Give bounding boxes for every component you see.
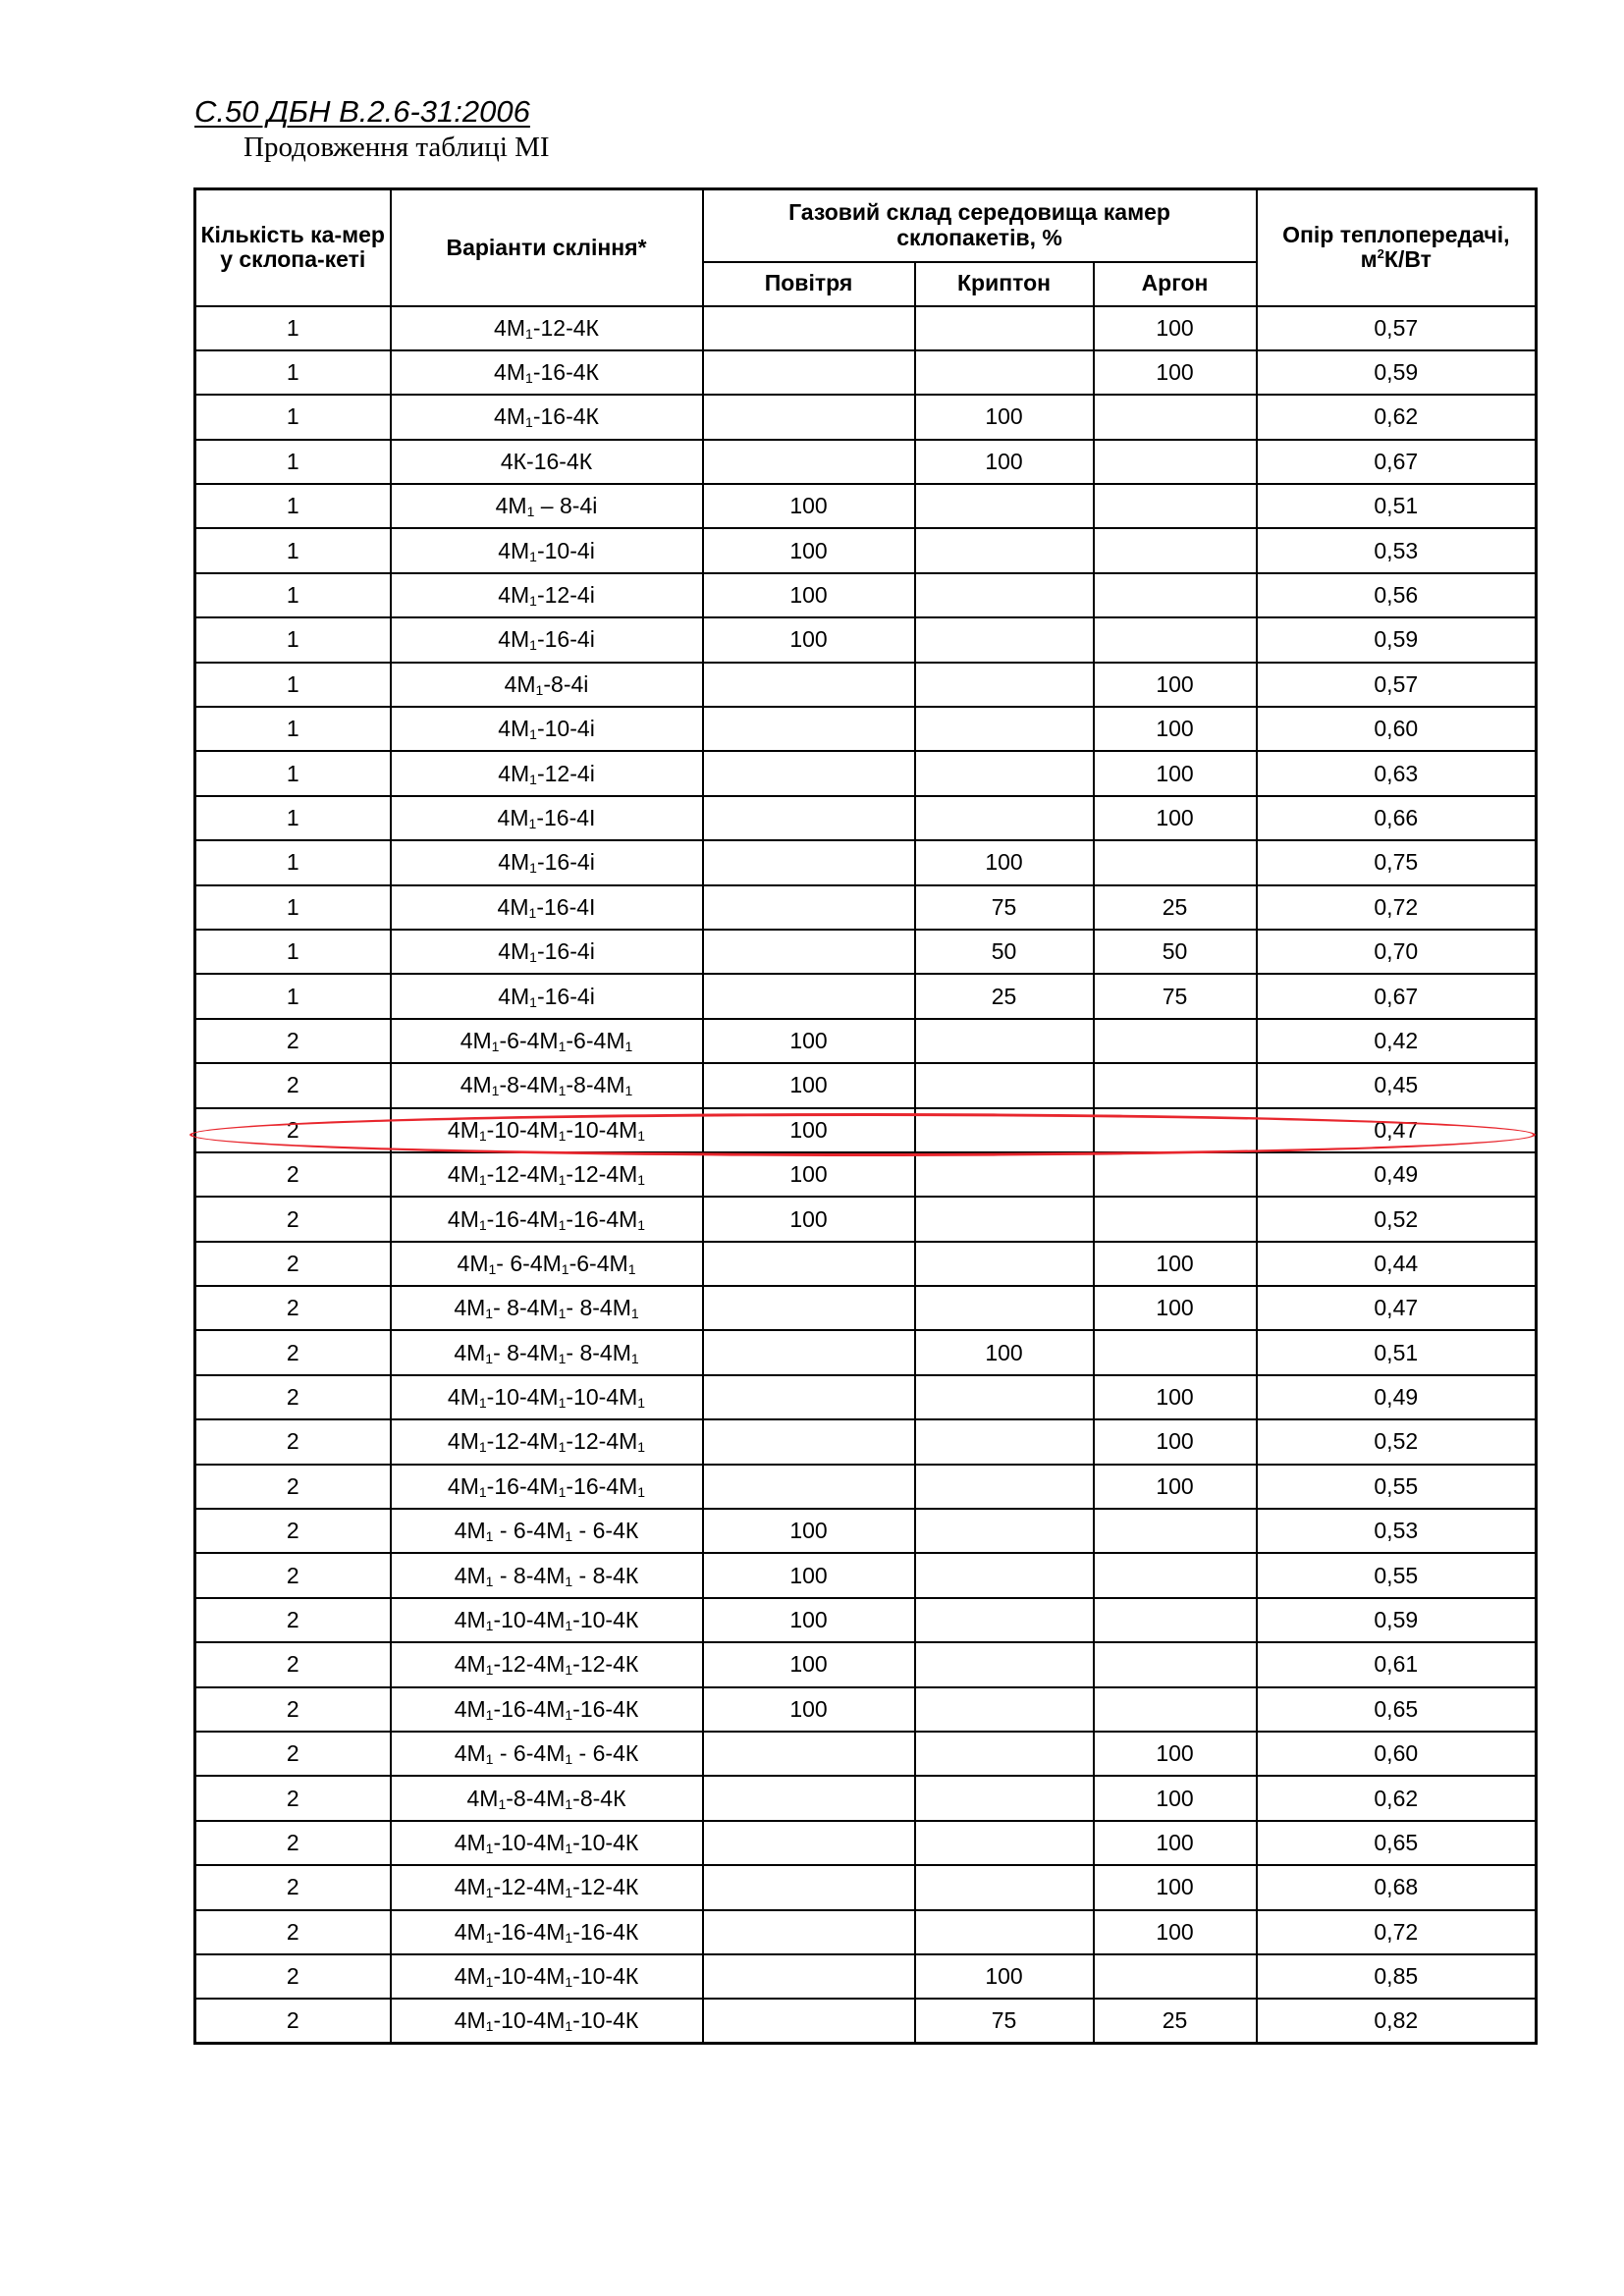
cell-glazing: $4М_1-12-4М_1-12-4К$ <box>391 1642 703 1686</box>
header-resistance-text: Опір теплопередачі, <box>1282 221 1510 247</box>
cell-air: 100 <box>703 1152 915 1197</box>
cell-chambers: 2 <box>195 1509 391 1553</box>
cell-glazing: $4М_1-16-4М_1-16-4М_1$ <box>391 1465 703 1509</box>
table-row <box>195 1776 1537 1820</box>
table-row <box>195 617 1537 662</box>
cell-krypton <box>915 1776 1094 1820</box>
cell-air: 100 <box>703 1063 915 1107</box>
cell-chambers: 1 <box>195 663 391 707</box>
cell-argon: 25 <box>1094 1999 1257 2043</box>
table-row <box>195 395 1537 439</box>
cell-glazing: $4М_1 - 8-4і$ <box>391 484 703 528</box>
cell-air <box>703 1375 915 1419</box>
cell-krypton <box>915 1553 1094 1597</box>
cell-krypton <box>915 1108 1094 1152</box>
table-row <box>195 573 1537 617</box>
cell-krypton: 25 <box>915 974 1094 1018</box>
cell-krypton <box>915 1465 1094 1509</box>
cell-resistance: 0,62 <box>1257 1776 1537 1820</box>
cell-argon <box>1094 1019 1257 1063</box>
cell-air: 100 <box>703 1197 915 1241</box>
cell-glazing: $4М_1-$ $6-4М_1-6-4М_1$ <box>391 1242 703 1286</box>
cell-krypton <box>915 484 1094 528</box>
cell-resistance: 0,65 <box>1257 1687 1537 1732</box>
cell-chambers: 2 <box>195 1821 391 1865</box>
cell-argon <box>1094 1642 1257 1686</box>
cell-resistance: 0,65 <box>1257 1821 1537 1865</box>
table-row <box>195 1375 1537 1419</box>
cell-glazing: $4М_1-12-4М_1-12-4К$ <box>391 1865 703 1909</box>
cell-krypton <box>915 1732 1094 1776</box>
cell-resistance: 0,72 <box>1257 1910 1537 1954</box>
cell-argon <box>1094 484 1257 528</box>
table-row <box>195 1108 1537 1152</box>
cell-glazing: $4М_1-$ $8-4М_1-$ $8-4М_1$ <box>391 1286 703 1330</box>
cell-air <box>703 930 915 974</box>
cell-krypton <box>915 350 1094 395</box>
cell-krypton <box>915 1687 1094 1732</box>
table-row <box>195 1063 1537 1107</box>
cell-resistance: 0,51 <box>1257 484 1537 528</box>
cell-krypton <box>915 1598 1094 1642</box>
cell-chambers: 1 <box>195 796 391 840</box>
cell-resistance: 0,59 <box>1257 617 1537 662</box>
cell-resistance: 0,44 <box>1257 1242 1537 1286</box>
cell-glazing: $4М_1 - 8-4М_1 - 8-4К$ <box>391 1553 703 1597</box>
cell-glazing: $4М_1-6-4М_1-6-4М_1$ <box>391 1019 703 1063</box>
cell-argon <box>1094 1108 1257 1152</box>
table-row <box>195 350 1537 395</box>
cell-chambers: 2 <box>195 1642 391 1686</box>
cell-argon: 75 <box>1094 974 1257 1018</box>
table-row <box>195 751 1537 795</box>
cell-glazing: $4М_1-12-4і$ <box>391 573 703 617</box>
cell-air <box>703 1821 915 1865</box>
cell-glazing: $4М_1-16-4і$ <box>391 840 703 884</box>
cell-air: 100 <box>703 528 915 572</box>
cell-resistance: 0,52 <box>1257 1197 1537 1241</box>
cell-resistance: 0,61 <box>1257 1642 1537 1686</box>
header-glazing: Варіанти скління* <box>391 189 703 306</box>
cell-air <box>703 1954 915 1999</box>
cell-krypton <box>915 528 1094 572</box>
cell-resistance: 0,49 <box>1257 1152 1537 1197</box>
cell-air <box>703 796 915 840</box>
cell-air <box>703 306 915 350</box>
cell-argon: 100 <box>1094 1732 1257 1776</box>
cell-air <box>703 395 915 439</box>
cell-krypton: 100 <box>915 1954 1094 1999</box>
cell-chambers: 2 <box>195 1465 391 1509</box>
cell-argon <box>1094 1330 1257 1374</box>
cell-chambers: 2 <box>195 1242 391 1286</box>
table-row <box>195 1330 1537 1374</box>
cell-chambers: 1 <box>195 306 391 350</box>
cell-krypton <box>915 617 1094 662</box>
cell-krypton: 75 <box>915 885 1094 930</box>
cell-resistance: 0,47 <box>1257 1286 1537 1330</box>
cell-chambers: 1 <box>195 974 391 1018</box>
cell-air <box>703 1865 915 1909</box>
cell-argon <box>1094 395 1257 439</box>
table-row <box>195 1553 1537 1597</box>
cell-chambers: 1 <box>195 484 391 528</box>
header-resistance-unit-rest: К/Вт <box>1383 246 1432 273</box>
table-row <box>195 306 1537 350</box>
cell-resistance: 0,47 <box>1257 1108 1537 1152</box>
cell-glazing: $4М_1-8-4М_1-8-4К$ <box>391 1776 703 1820</box>
cell-air <box>703 751 915 795</box>
cell-resistance: 0,53 <box>1257 528 1537 572</box>
cell-krypton <box>915 1375 1094 1419</box>
cell-glazing: $4М_1-10-4М_1-10-4К$ <box>391 1954 703 1999</box>
cell-air: 100 <box>703 484 915 528</box>
cell-resistance: 0,67 <box>1257 440 1537 484</box>
cell-krypton: 100 <box>915 440 1094 484</box>
header-resistance-unit-m: м <box>1360 246 1378 273</box>
header-resistance-unit-sup: 2 <box>1377 246 1384 262</box>
cell-resistance: 0,49 <box>1257 1375 1537 1419</box>
table-row <box>195 1197 1537 1241</box>
cell-glazing: $4М_1 - 6-4М_1 - 6-4К$ <box>391 1732 703 1776</box>
cell-krypton <box>915 306 1094 350</box>
cell-resistance: 0,57 <box>1257 306 1537 350</box>
table-row <box>195 885 1537 930</box>
cell-chambers: 2 <box>195 1152 391 1197</box>
cell-chambers: 2 <box>195 1108 391 1152</box>
cell-argon: 100 <box>1094 1776 1257 1820</box>
cell-air <box>703 1776 915 1820</box>
cell-chambers: 1 <box>195 707 391 751</box>
cell-argon <box>1094 1553 1257 1597</box>
cell-chambers: 2 <box>195 1732 391 1776</box>
cell-air <box>703 1242 915 1286</box>
cell-resistance: 0,51 <box>1257 1330 1537 1374</box>
table-row <box>195 1286 1537 1330</box>
cell-chambers: 2 <box>195 1910 391 1954</box>
cell-chambers: 2 <box>195 1553 391 1597</box>
cell-krypton: 100 <box>915 395 1094 439</box>
cell-air <box>703 1465 915 1509</box>
cell-krypton <box>915 707 1094 751</box>
cell-argon: 100 <box>1094 1375 1257 1419</box>
cell-air: 100 <box>703 1642 915 1686</box>
cell-chambers: 1 <box>195 350 391 395</box>
cell-air <box>703 707 915 751</box>
cell-chambers: 2 <box>195 1197 391 1241</box>
cell-resistance: 0,72 <box>1257 885 1537 930</box>
cell-glazing: $4М_1-16-4і$ <box>391 974 703 1018</box>
cell-glazing: $4М_1-10-4М_1-10-4М_1$ <box>391 1108 703 1152</box>
cell-chambers: 2 <box>195 1687 391 1732</box>
cell-argon <box>1094 840 1257 884</box>
cell-glazing: $4М_1-12-4і$ <box>391 751 703 795</box>
cell-argon: 100 <box>1094 306 1257 350</box>
cell-argon <box>1094 1063 1257 1107</box>
cell-chambers: 1 <box>195 573 391 617</box>
cell-chambers: 1 <box>195 395 391 439</box>
cell-krypton <box>915 1286 1094 1330</box>
cell-resistance: 0,57 <box>1257 663 1537 707</box>
cell-krypton <box>915 1152 1094 1197</box>
cell-resistance: 0,42 <box>1257 1019 1537 1063</box>
table-row <box>195 1999 1537 2043</box>
cell-air <box>703 1732 915 1776</box>
cell-argon: 100 <box>1094 1821 1257 1865</box>
cell-argon: 100 <box>1094 796 1257 840</box>
cell-chambers: 2 <box>195 1419 391 1464</box>
cell-chambers: 2 <box>195 1954 391 1999</box>
cell-air: 100 <box>703 1019 915 1063</box>
cell-resistance: 0,59 <box>1257 1598 1537 1642</box>
cell-resistance: 0,45 <box>1257 1063 1537 1107</box>
table-row <box>195 663 1537 707</box>
cell-air <box>703 885 915 930</box>
cell-chambers: 2 <box>195 1286 391 1330</box>
cell-resistance: 0,66 <box>1257 796 1537 840</box>
cell-chambers: 1 <box>195 617 391 662</box>
cell-chambers: 1 <box>195 528 391 572</box>
cell-krypton <box>915 1642 1094 1686</box>
cell-resistance: 0,60 <box>1257 1732 1537 1776</box>
cell-glazing: $4М_1-12-4М_1-12-4М_1$ <box>391 1419 703 1464</box>
cell-glazing: $4М_1-10-4М_1-10-4К$ <box>391 1821 703 1865</box>
cell-glazing: $4М_1-16-4К$ <box>391 395 703 439</box>
cell-krypton <box>915 1063 1094 1107</box>
cell-argon: 100 <box>1094 1286 1257 1330</box>
cell-glazing: $4М_1-16-4К$ <box>391 350 703 395</box>
cell-glazing: $4М_1-16-4М_1-16-4К$ <box>391 1687 703 1732</box>
cell-krypton <box>915 1197 1094 1241</box>
cell-resistance: 0,82 <box>1257 1999 1537 2043</box>
cell-chambers: 1 <box>195 885 391 930</box>
cell-chambers: 1 <box>195 440 391 484</box>
table-row <box>195 974 1537 1018</box>
cell-krypton <box>915 1509 1094 1553</box>
header-gas-composition: Газовий склад середовища камер склопакетів, % <box>703 189 1257 262</box>
cell-air: 100 <box>703 1108 915 1152</box>
cell-air <box>703 1999 915 2043</box>
table-row <box>195 440 1537 484</box>
table-row <box>195 484 1537 528</box>
cell-chambers: 2 <box>195 1019 391 1063</box>
cell-air: 100 <box>703 1598 915 1642</box>
cell-krypton <box>915 1019 1094 1063</box>
cell-resistance: 0,68 <box>1257 1865 1537 1909</box>
cell-air <box>703 1419 915 1464</box>
header-krypton: Криптон <box>915 262 1094 306</box>
cell-chambers: 2 <box>195 1999 391 2043</box>
table-row <box>195 1152 1537 1197</box>
cell-glazing: 4К-16-4К <box>391 440 703 484</box>
cell-krypton <box>915 796 1094 840</box>
cell-krypton: 50 <box>915 930 1094 974</box>
cell-air <box>703 350 915 395</box>
header-argon: Аргон <box>1094 262 1257 306</box>
header-chambers: Кількість ка-мер у склопа-кеті <box>195 189 391 306</box>
table-row <box>195 1598 1537 1642</box>
cell-chambers: 2 <box>195 1865 391 1909</box>
cell-krypton <box>915 751 1094 795</box>
cell-glazing: $4М_1-$ $8-4М_1-$ $8-4М_1$ <box>391 1330 703 1374</box>
cell-argon: 25 <box>1094 885 1257 930</box>
cell-chambers: 2 <box>195 1063 391 1107</box>
cell-argon <box>1094 528 1257 572</box>
cell-resistance: 0,63 <box>1257 751 1537 795</box>
cell-chambers: 2 <box>195 1776 391 1820</box>
cell-argon <box>1094 573 1257 617</box>
cell-air: 100 <box>703 1509 915 1553</box>
cell-glazing: $4М_1-16-4І$ <box>391 885 703 930</box>
cell-argon <box>1094 1687 1257 1732</box>
cell-resistance: 0,67 <box>1257 974 1537 1018</box>
header-air: Повітря <box>703 262 915 306</box>
cell-argon <box>1094 1598 1257 1642</box>
cell-air: 100 <box>703 617 915 662</box>
cell-glazing: $4М_1-12-4К$ <box>391 306 703 350</box>
cell-glazing: $4М_1-8-4і$ <box>391 663 703 707</box>
cell-argon: 100 <box>1094 1242 1257 1286</box>
cell-air <box>703 840 915 884</box>
cell-glazing: $4М_1-10-4і$ <box>391 707 703 751</box>
cell-argon <box>1094 440 1257 484</box>
cell-argon <box>1094 617 1257 662</box>
table-row <box>195 528 1537 572</box>
cell-air: 100 <box>703 1687 915 1732</box>
cell-resistance: 0,56 <box>1257 573 1537 617</box>
cell-krypton: 100 <box>915 1330 1094 1374</box>
cell-glazing: $4М_1-12-4М_1-12-4М_1$ <box>391 1152 703 1197</box>
page-header: С.50 ДБН В.2.6-31:2006 <box>194 94 530 129</box>
cell-air: 100 <box>703 573 915 617</box>
cell-argon: 100 <box>1094 1865 1257 1909</box>
cell-glazing: $4М_1-16-4і$ <box>391 930 703 974</box>
cell-chambers: 1 <box>195 840 391 884</box>
table-row <box>195 1019 1537 1063</box>
cell-argon: 100 <box>1094 663 1257 707</box>
glazing-resistance-table <box>193 187 1538 2045</box>
cell-resistance: 0,70 <box>1257 930 1537 974</box>
cell-resistance: 0,75 <box>1257 840 1537 884</box>
cell-glazing: $4М_1-16-4М_1-16-4К$ <box>391 1910 703 1954</box>
cell-glazing: $4М_1-16-4М_1-16-4М_1$ <box>391 1197 703 1241</box>
table-row <box>195 1687 1537 1732</box>
cell-argon <box>1094 1197 1257 1241</box>
cell-argon <box>1094 1954 1257 1999</box>
cell-resistance: 0,55 <box>1257 1553 1537 1597</box>
table-row <box>195 1419 1537 1464</box>
cell-glazing: $4М_1-8-4М_1-8-4М_1$ <box>391 1063 703 1107</box>
cell-argon: 100 <box>1094 1910 1257 1954</box>
cell-glazing: $4М_1-10-4М_1-10-4К$ <box>391 1999 703 2043</box>
table-row <box>195 1642 1537 1686</box>
cell-air <box>703 1286 915 1330</box>
cell-resistance: 0,53 <box>1257 1509 1537 1553</box>
cell-resistance: 0,52 <box>1257 1419 1537 1464</box>
cell-air <box>703 974 915 1018</box>
cell-argon <box>1094 1509 1257 1553</box>
cell-resistance: 0,60 <box>1257 707 1537 751</box>
table-row <box>195 840 1537 884</box>
table-row <box>195 1954 1537 1999</box>
header-resistance <box>1257 189 1537 306</box>
cell-krypton <box>915 1865 1094 1909</box>
table-row <box>195 1910 1537 1954</box>
cell-air <box>703 663 915 707</box>
cell-air <box>703 1910 915 1954</box>
cell-argon: 100 <box>1094 350 1257 395</box>
table-row <box>195 707 1537 751</box>
table-row <box>195 1821 1537 1865</box>
cell-resistance: 0,59 <box>1257 350 1537 395</box>
cell-argon: 100 <box>1094 1419 1257 1464</box>
table-row <box>195 796 1537 840</box>
cell-glazing: $4М_1-10-4М_1-10-4К$ <box>391 1598 703 1642</box>
cell-krypton <box>915 573 1094 617</box>
table-row <box>195 930 1537 974</box>
cell-krypton <box>915 1821 1094 1865</box>
cell-air <box>703 1330 915 1374</box>
cell-chambers: 2 <box>195 1375 391 1419</box>
cell-argon: 50 <box>1094 930 1257 974</box>
table-body <box>195 306 1537 2044</box>
table-row <box>195 1509 1537 1553</box>
cell-argon: 100 <box>1094 1465 1257 1509</box>
cell-chambers: 2 <box>195 1598 391 1642</box>
cell-chambers: 1 <box>195 930 391 974</box>
cell-glazing: $4М_1-16-4і$ <box>391 617 703 662</box>
cell-glazing: $4М_1-10-4і$ <box>391 528 703 572</box>
cell-krypton <box>915 1242 1094 1286</box>
cell-krypton <box>915 1419 1094 1464</box>
cell-krypton: 100 <box>915 840 1094 884</box>
cell-air: 100 <box>703 1553 915 1597</box>
cell-argon: 100 <box>1094 707 1257 751</box>
cell-resistance: 0,55 <box>1257 1465 1537 1509</box>
table-caption: Продовження таблиці МІ <box>244 132 550 163</box>
table-row <box>195 1865 1537 1909</box>
cell-air <box>703 440 915 484</box>
cell-krypton <box>915 1910 1094 1954</box>
cell-krypton: 75 <box>915 1999 1094 2043</box>
cell-chambers: 1 <box>195 751 391 795</box>
cell-resistance: 0,62 <box>1257 395 1537 439</box>
cell-glazing: $4М_1-16-4І$ <box>391 796 703 840</box>
cell-argon <box>1094 1152 1257 1197</box>
cell-chambers: 2 <box>195 1330 391 1374</box>
cell-glazing: $4М_1 - 6-4М_1 - 6-4К$ <box>391 1509 703 1553</box>
table-row <box>195 1732 1537 1776</box>
cell-resistance: 0,85 <box>1257 1954 1537 1999</box>
cell-glazing: $4М_1-10-4М_1-10-4М_1$ <box>391 1375 703 1419</box>
cell-krypton <box>915 663 1094 707</box>
cell-argon: 100 <box>1094 751 1257 795</box>
table-row <box>195 1465 1537 1509</box>
table-row <box>195 1242 1537 1286</box>
